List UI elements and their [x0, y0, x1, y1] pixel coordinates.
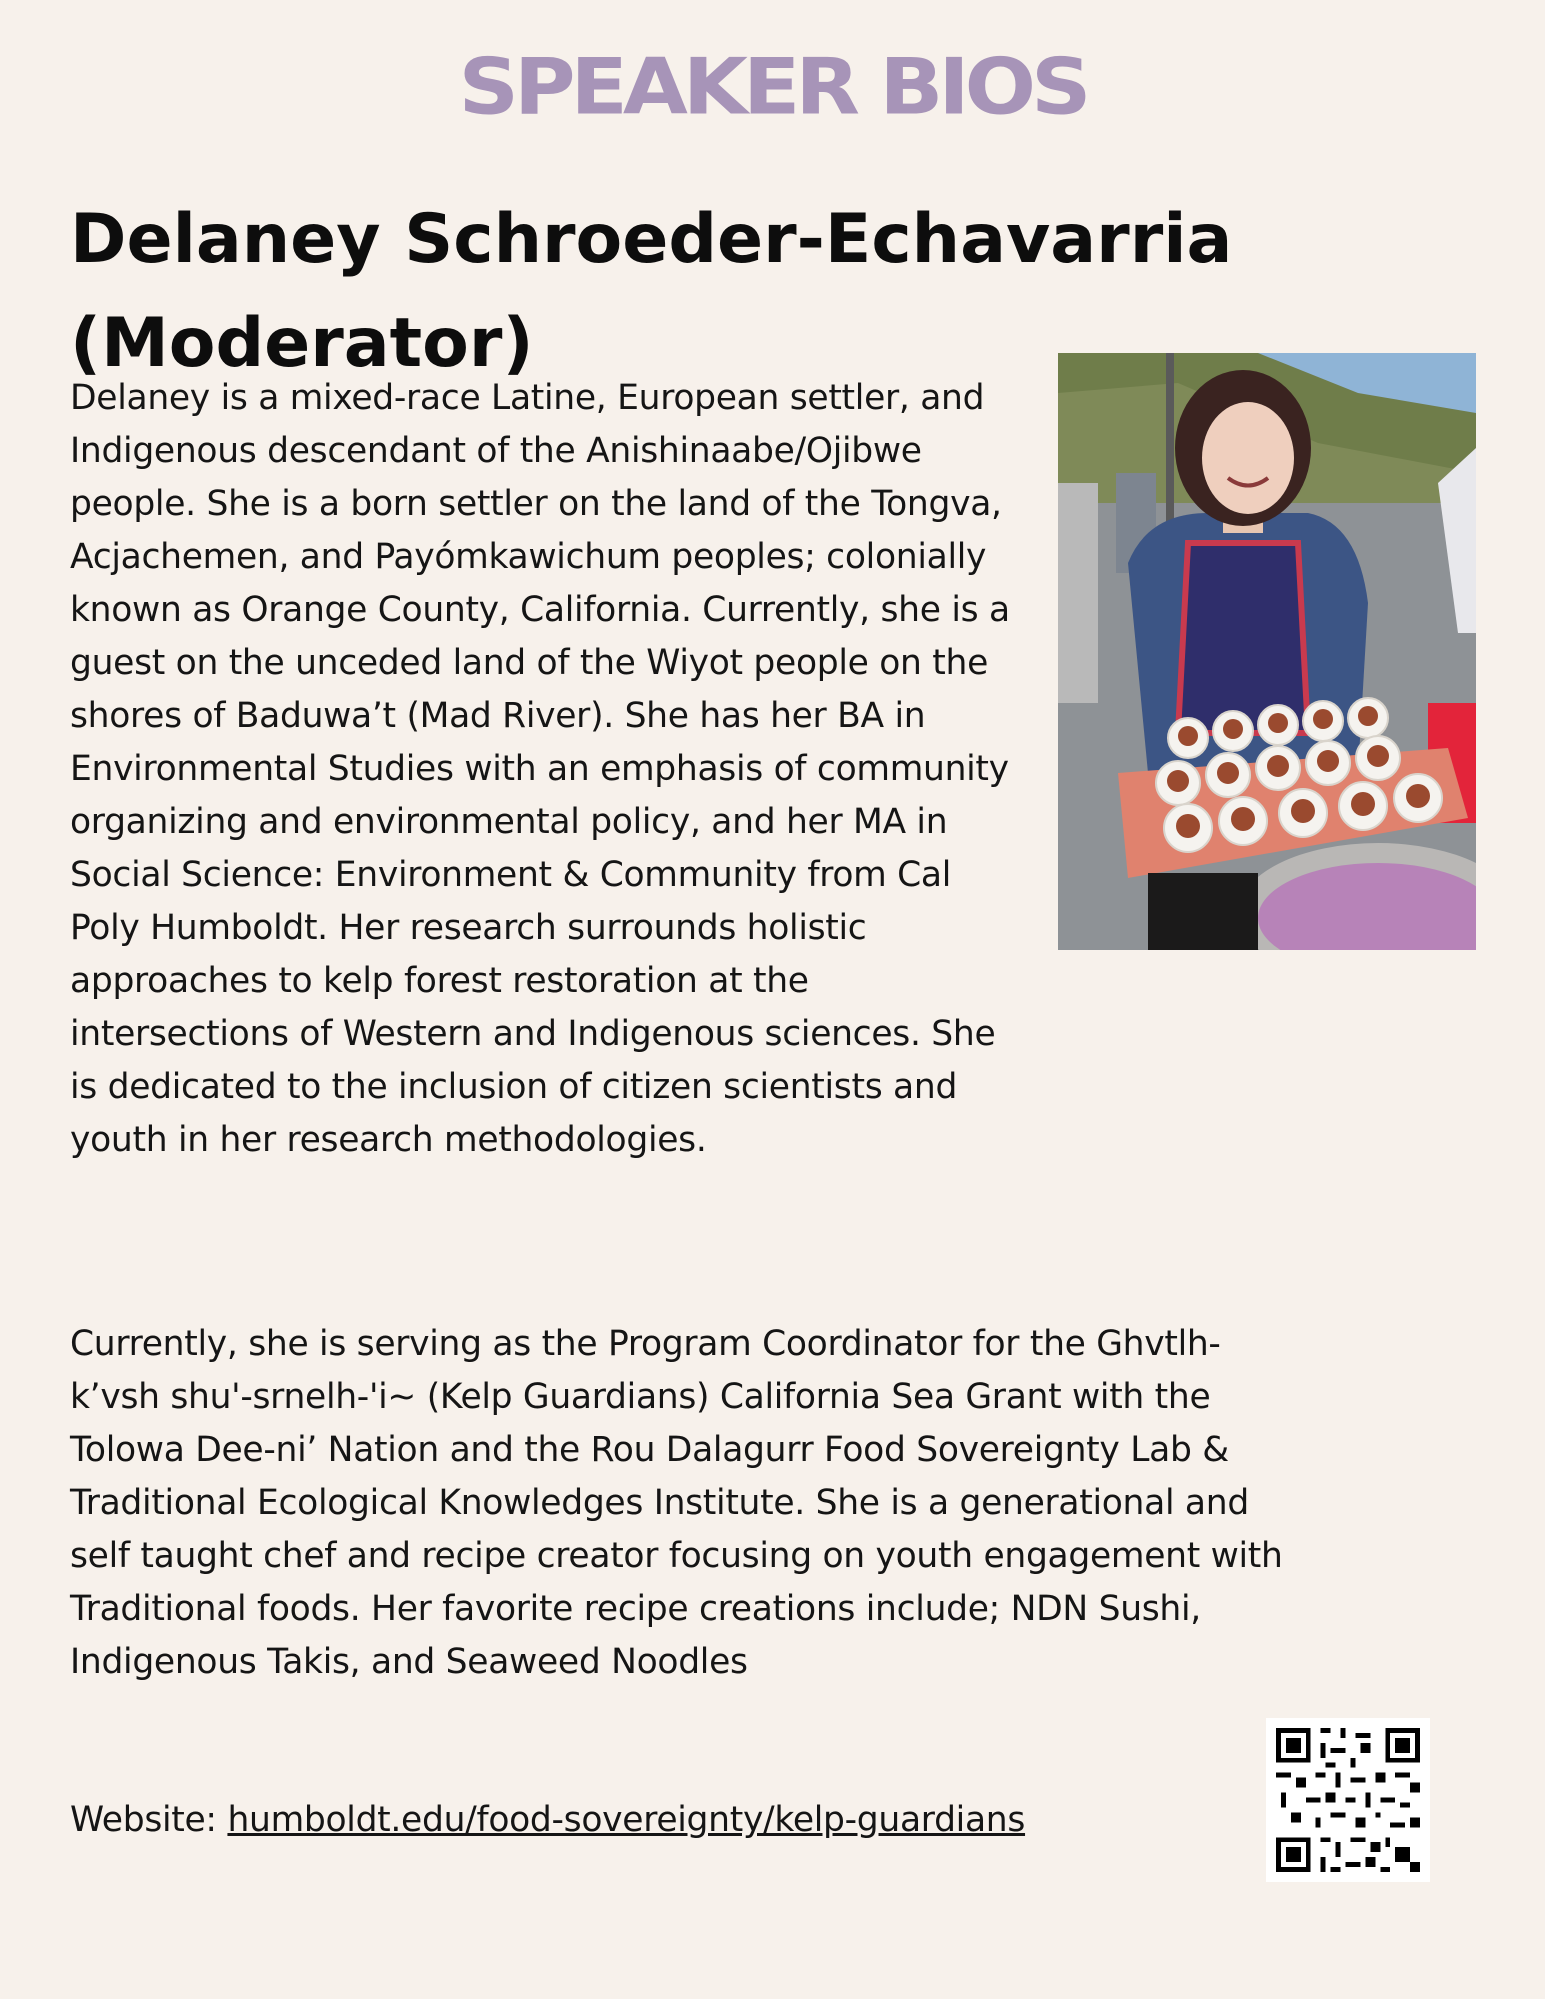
bio-paragraph-2: Currently, she is serving as the Program Coordinator for the Ghvtlh-k’vsh shu'-srnelh-'i~ (Kelp Guardians) California Sea Grant with the Tolowa Dee-ni’ Nation and the Rou Dalagurr Food Sovereignty Lab & Traditional Ecological Knowledges Institute. She is a generational and self taught chef and recipe creator focusing on youth engagement with Traditional foods. Her favorite recipe creations include; NDN Sushi, Indigenous Takis, and Seaweed Noodles: [70, 1324, 1283, 1682]
website-line: [70, 1794, 1025, 1847]
bio-paragraph-1: Delaney is a mixed-race Latine, European settler, and Indigenous descendant of the Anishinaabe/Ojibwe people. She is a born settler on the land of the Tongva, Acjachemen, and Payómkawichum peoples; colonially known as Orange County, California. Currently, she is a guest on the unceded land of the Wiyot people on the shores of Baduwa’t (Mad River). She has her BA in Environmental Studies with an emphasis of community organizing and environmental policy, and her MA in Social Science: Environment & Community from Cal Poly Humboldt. Her research surrounds holistic approaches to kelp forest restoration at the intersections of Western and Indigenous sciences. She is dedicated to the inclusion of citizen scientists and youth in her research methodologies.: [70, 378, 1010, 1160]
qr-code-icon: [1266, 1718, 1430, 1882]
speaker-role: (Moderator): [70, 304, 534, 383]
speaker-photo-image: [1058, 353, 1476, 950]
qr-code[interactable]: [1266, 1718, 1430, 1882]
website-label: Website:: [70, 1800, 217, 1840]
website-link[interactable]: humboldt.edu/food-sovereignty/kelp-guardians: [227, 1800, 1026, 1840]
speaker-photo: [1058, 353, 1476, 950]
speaker-name-line1: Delaney Schroeder-Echavarria: [70, 200, 1233, 279]
page-header-title: SPEAKER BIOS: [458, 41, 1087, 133]
